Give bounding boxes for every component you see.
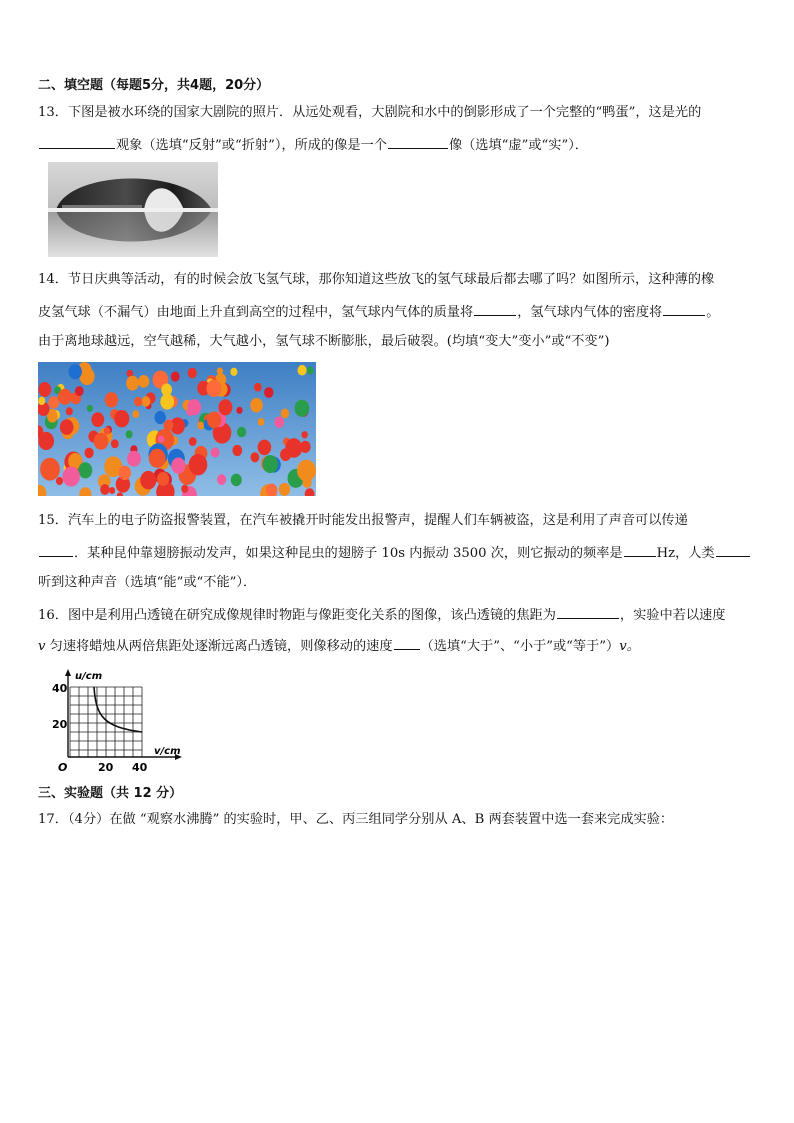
balloon [211,448,220,458]
q16-blank-2[interactable] [394,636,420,650]
balloon [140,471,156,490]
x-tick-20: 20 [98,761,114,774]
q16-text-a: 16．图中是利用凸透镜在研究成像规律时物距与像距变化关系的图像，该凸透镜的焦距为 [38,608,556,623]
balloon [250,398,263,413]
balloon [100,484,109,495]
balloon [149,449,166,468]
q16-text-c: 匀速将蜡烛从两倍焦距处逐渐远离凸透镜，则像移动的速度 [45,639,393,654]
q16-line-2 [38,636,640,656]
q13-blank-1[interactable] [39,135,115,149]
balloon [295,400,310,417]
balloon [254,383,262,392]
u-v-curve [94,687,142,732]
q14-line-1: 14．节日庆典等活动，有的时候会放飞氢气球，那你知道这些放飞的氢气球最后都去哪了吗？如图所示，这种薄的橡 [38,272,715,287]
section-heading-fill-in: 二、填空题（每题5分，共4题，20分） [38,78,270,93]
y-axis-label: u/cm [75,671,103,682]
balloon [78,462,92,478]
q13-line-1: 13．下图是被水环绕的国家大剧院的照片．从远处观看，大剧院和水中的倒影形成了一个完整的“鸭蛋”，这是光的 [38,105,702,120]
balloon [274,417,284,428]
object-image-distance-graph [48,665,208,777]
x-tick-40: 40 [132,761,148,774]
balloon [171,458,185,474]
balloon [218,399,232,415]
balloon [38,382,51,397]
q15-text-a: ．某种昆仲靠翅膀振动发声，如果这种昆虫的翅膀子 10s 内振动 3500 次，则它振动的频率是 [74,546,623,561]
origin-label: O [58,761,68,774]
balloon [281,409,289,419]
q16-text-b: ，实验中若以速度 [619,608,726,623]
q15-line-2 [38,543,751,563]
balloon [38,397,45,405]
balloon [258,418,265,426]
balloon [217,367,223,374]
balloon [132,410,139,418]
balloon [38,432,54,450]
balloons-photo [38,362,316,496]
balloon [48,396,59,409]
q14-text-b: ，氢气球内气体的密度将 [517,305,663,320]
balloon [232,445,242,456]
q13-line-2 [38,135,588,155]
balloon [157,472,169,486]
q14-line-2 [38,302,719,322]
q13-text-b: 像（选填“虚”或“实”）． [448,138,588,153]
q16-blank-1[interactable] [557,605,619,619]
q14-text-a: 皮氢气球（不漏气）由地面上升直到高空的过程中，氢气球内气体的质量将 [38,305,474,320]
balloon [126,376,139,391]
q13-blank-2[interactable] [388,135,448,149]
q16-var-v: v [38,639,46,654]
balloon [189,454,208,475]
balloon [114,410,129,427]
balloon [69,364,82,379]
q13-text-a: 观象（选填“反射”或“折射”），所成的像是一个 [116,138,387,153]
balloon [181,485,188,493]
q15-line-3: 听到这种声音（选填“能”或“不能”）． [38,575,257,590]
q14-blank-1[interactable] [474,302,516,316]
q16-line-1 [38,605,725,625]
balloon [75,386,84,396]
balloon [258,440,272,456]
q14-text-c: 。 [706,305,720,320]
balloon [264,387,273,398]
balloon [87,405,93,412]
q15-line-1: 15．汽车上的电子防盗报警装置，在汽车被撬开时能发出报警声，提醒人们车辆被盗，这是利用了声音可以传递 [38,513,688,528]
balloon [230,368,237,376]
balloon [141,396,150,406]
balloon [134,397,142,407]
balloon [127,451,141,467]
section-heading-experiment: 三、实验题（共 12 分） [38,786,183,801]
balloon [111,439,119,448]
grand-theater-photo [48,162,218,257]
balloon [189,437,197,446]
balloon [94,433,109,450]
grand-theater-image [48,162,218,257]
balloon [197,422,204,430]
balloon [206,380,221,397]
balloon [188,368,197,379]
graph-svg [48,665,208,777]
balloon [164,420,174,431]
balloon [236,407,242,414]
balloon [280,448,291,461]
balloon [155,411,166,424]
q14-blank-2[interactable] [663,302,705,316]
balloon [63,467,80,487]
balloon [300,441,311,453]
balloon [231,474,242,487]
balloon [171,372,180,382]
balloon [109,487,115,494]
balloon [237,427,246,438]
q15-blank-1[interactable] [39,543,73,557]
balloon [58,389,72,405]
balloon [158,436,164,443]
balloon [302,431,308,438]
balloon [251,452,260,462]
q15-text-b: Hz，人类 [656,546,715,561]
balloon [303,477,312,488]
balloon [60,419,74,435]
balloon [307,367,314,375]
balloon [119,466,131,480]
balloon [138,375,149,388]
q14-line-3: 由于离地球越远，空气越稀，大气越小，氢气球不断膨胀，最后破裂。(均填“变大”变小”或“不变”) [38,334,610,349]
q17-line-1: 17．（4分）在做 “观察水沸腾” 的实验时，甲、乙、丙三组同学分别从 A、B 两套装置中选一套来完成实验： [38,812,674,827]
balloon [262,455,278,473]
q16-text-d: （选填“大于”、“小于”或“等于”） [420,639,620,654]
balloon [105,392,118,407]
balloons-image [38,362,316,496]
y-tick-40: 40 [52,682,68,695]
balloon [217,474,226,485]
y-tick-20: 20 [52,718,68,731]
balloon [126,430,133,438]
balloon [66,407,73,415]
balloon [160,394,174,410]
y-axis-arrow [65,669,71,676]
balloon [298,365,307,376]
balloon [104,427,111,435]
balloon [40,458,60,481]
balloon [187,399,201,415]
balloon [279,483,290,496]
balloon [207,412,221,429]
q15-blank-3[interactable] [716,543,750,557]
x-axis-label: v/cm [154,746,181,757]
balloon [85,448,94,459]
balloon [91,412,104,427]
graph-grid [70,687,142,757]
q16-text-end: v。 [619,639,640,654]
q15-blank-2[interactable] [624,543,656,557]
balloon [56,477,63,485]
